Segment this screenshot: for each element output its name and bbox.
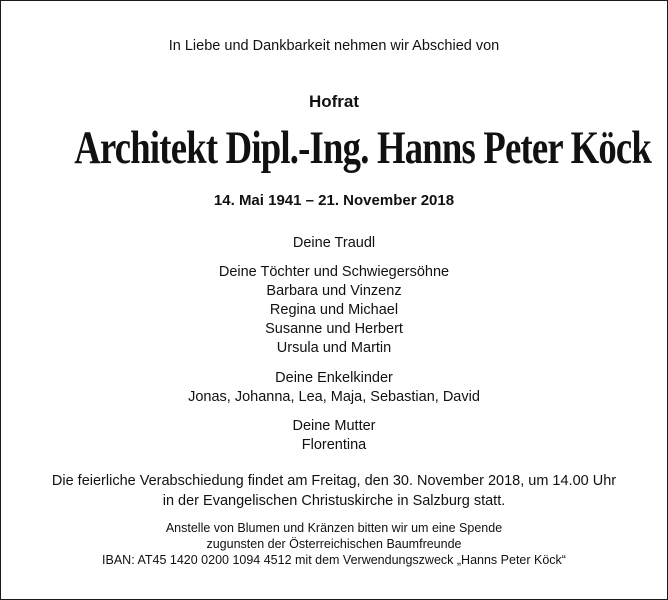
life-dates: 14. Mai 1941 – 21. November 2018 — [213, 192, 455, 209]
spouse-name: Deine Traudl — [292, 235, 376, 251]
mother-section — [1, 417, 667, 455]
child-couple: Regina und Michael — [269, 302, 399, 318]
grandchildren-names: Jonas, Johanna, Lea, Maja, Sebastian, David — [188, 389, 480, 405]
child-couple: Ursula und Martin — [276, 340, 392, 356]
ceremony-line: in der Evangelischen Christuskirche in Salzburg statt. — [162, 493, 506, 509]
child-couple: Barbara und Vinzenz — [266, 283, 402, 299]
mother-heading: Deine Mutter — [292, 418, 376, 434]
grandchildren-heading: Deine Enkelkinder — [275, 370, 393, 386]
donation-line: Anstelle von Blumen und Kränzen bitten wir um eine Spende — [165, 521, 503, 535]
children-heading: Deine Töchter und Schwiegersöhne — [218, 264, 450, 280]
donation-section — [1, 520, 667, 568]
donation-line: zugunsten der Österreichischen Baumfreunde — [206, 537, 462, 551]
donation-iban-line: IBAN: AT45 1420 0200 1094 4512 mit dem Verwendungszweck „Hanns Peter Köck“ — [102, 553, 566, 567]
mother-name: Florentina — [301, 437, 367, 453]
honorific-title: Hofrat — [308, 92, 360, 111]
ceremony-line: Die feierliche Verabschiedung findet am Freitag, den 30. November 2018, um 14.00 Uhr — [51, 473, 617, 489]
child-couple: Susanne und Herbert — [265, 321, 403, 337]
intro-text: In Liebe und Dankbarkeit nehmen wir Abschied von — [168, 38, 500, 54]
ceremony-section — [1, 471, 667, 511]
grandchildren-section — [1, 369, 667, 407]
children-section — [1, 263, 667, 358]
deceased-name: Architekt Dipl.-Ing. Hanns Peter Köck — [74, 122, 651, 174]
spouse-section — [1, 234, 667, 253]
